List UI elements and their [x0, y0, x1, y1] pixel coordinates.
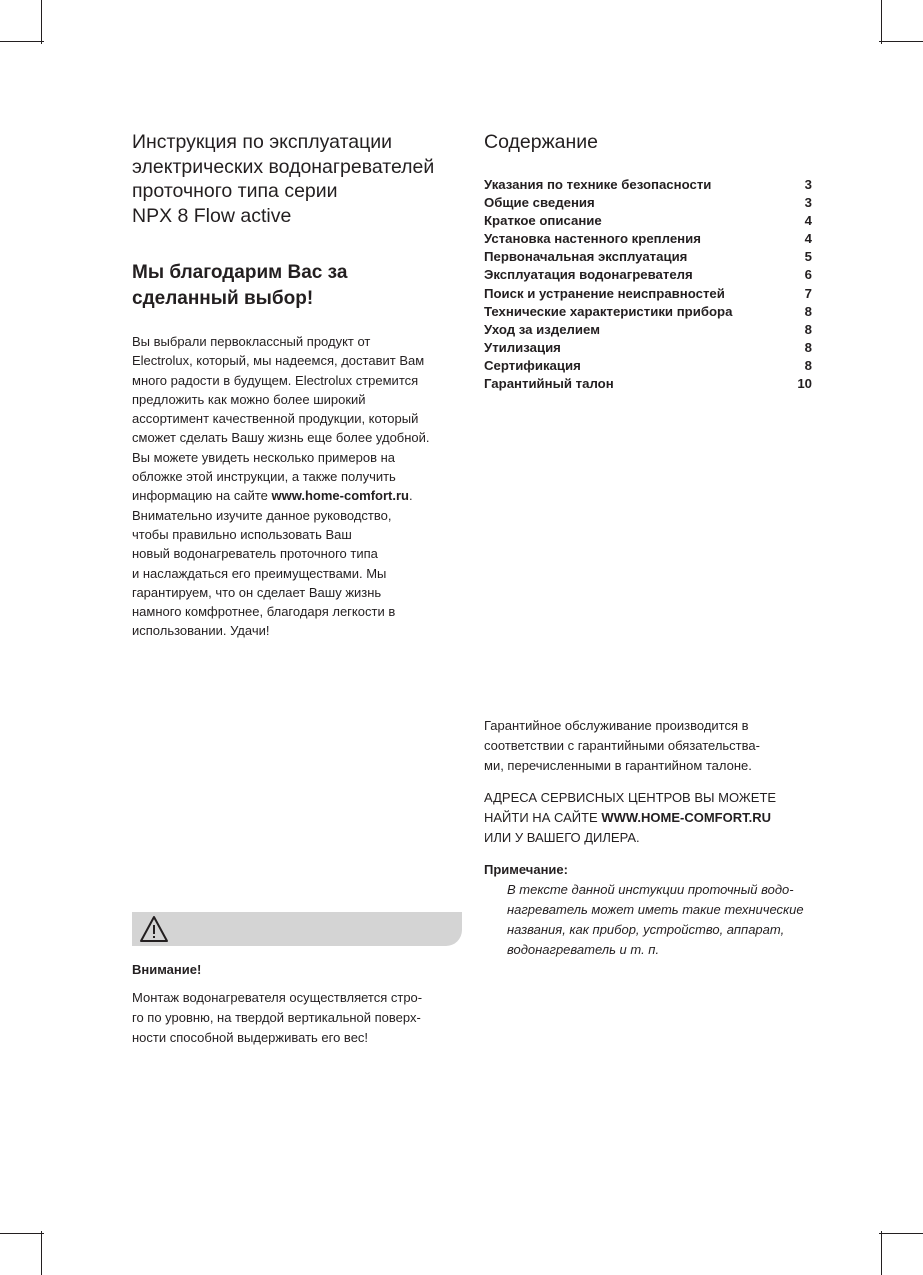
crop-mark	[881, 1231, 882, 1275]
toc-item[interactable]: Установка настенного крепления 4	[484, 231, 812, 247]
toc-item[interactable]: Утилизация 8	[484, 339, 812, 355]
note-title: Примечание:	[484, 862, 568, 877]
toc-item[interactable]: Первоначальная эксплуатация 5	[484, 249, 812, 265]
toc-item[interactable]: Эксплуатация водонагревателя 6	[484, 267, 812, 283]
intro-paragraph: Вы выбрали первоклассный продукт от Electrolux, который, мы надеемся, доставит Вам много радости в будущем. Electrolux стремится предложить как можно более широкий ассортимент качественной продукции, который сможет сделать Вашу жизнь еще более удобной. Вы можете увидеть несколько примеров на обложке этой инструкции, а также получить информацию на сайте www.home-comfort.ru. Внимательно изучите данное руководство, чтобы правильно использовать Ваш новый водонагреватель проточного типа и наслаждаться его преимуществами. Мы гарантируем, что он сделает Вашу жизнь намного комфротнее, благодаря легкости в использовании. Удачи!	[132, 334, 430, 639]
toc-item[interactable]: Сертификация 8	[484, 357, 812, 373]
warning-title: Внимание!	[132, 962, 202, 977]
crop-mark	[879, 41, 923, 42]
toc-item[interactable]: Технические характеристики прибора 8	[484, 303, 812, 319]
toc-item[interactable]: Общие сведения 3	[484, 195, 812, 211]
service-website-link[interactable]: WWW.HOME-COMFORT.RU	[601, 810, 772, 825]
toc-item[interactable]: Краткое описание 4	[484, 213, 812, 229]
left-column	[132, 130, 464, 641]
crop-mark	[0, 1233, 44, 1234]
toc-heading: Содержание	[484, 131, 598, 153]
warning-text: Монтаж водонагревателя осуществляется стро- го по уровню, на твердой вертикальной поверх- ности способной выдерживать его вес!	[132, 990, 423, 1045]
thanks-heading: Мы благодарим Вас за сделанный выбор!	[132, 262, 348, 309]
crop-mark	[879, 1233, 923, 1234]
document-title: Инструкция по эксплуатации электрических водонагревателей проточного типа серии NPX 8 Flow active	[132, 131, 435, 227]
table-of-contents	[484, 176, 812, 393]
toc-item[interactable]: Поиск и устранение неисправностей 7	[484, 285, 812, 301]
crop-mark	[41, 1231, 42, 1275]
warning-banner	[132, 912, 462, 946]
warning-triangle-icon	[139, 915, 169, 943]
toc-item[interactable]: Уход за изделием 8	[484, 321, 812, 337]
crop-mark	[41, 0, 42, 44]
website-link[interactable]: www.home-comfort.ru	[271, 488, 409, 504]
toc-item[interactable]: Гарантийный талон 10	[484, 376, 812, 392]
crop-mark	[881, 0, 882, 44]
note-text: В тексте данной инстукции проточный водо- нагреватель может иметь такие технические названия, как прибор, устройство, аппарат, водонагреватель и т. п.	[507, 882, 804, 957]
crop-mark	[0, 41, 44, 42]
right-column	[484, 130, 812, 393]
toc-item[interactable]: Указания по технике безопасности 3	[484, 177, 812, 192]
service-centers-paragraph: АДРЕСА СЕРВИСНЫХ ЦЕНТРОВ ВЫ МОЖЕТЕ НАЙТИ НА САЙТЕ WWW.HOME-COMFORT.RU ИЛИ У ВАШЕГО ДИЛЕРА.	[484, 790, 777, 845]
guarantee-paragraph: Гарантийное обслуживание производится в соответствии с гарантийными обязательства- ми, перечисленными в гарантийном талоне.	[484, 718, 760, 773]
